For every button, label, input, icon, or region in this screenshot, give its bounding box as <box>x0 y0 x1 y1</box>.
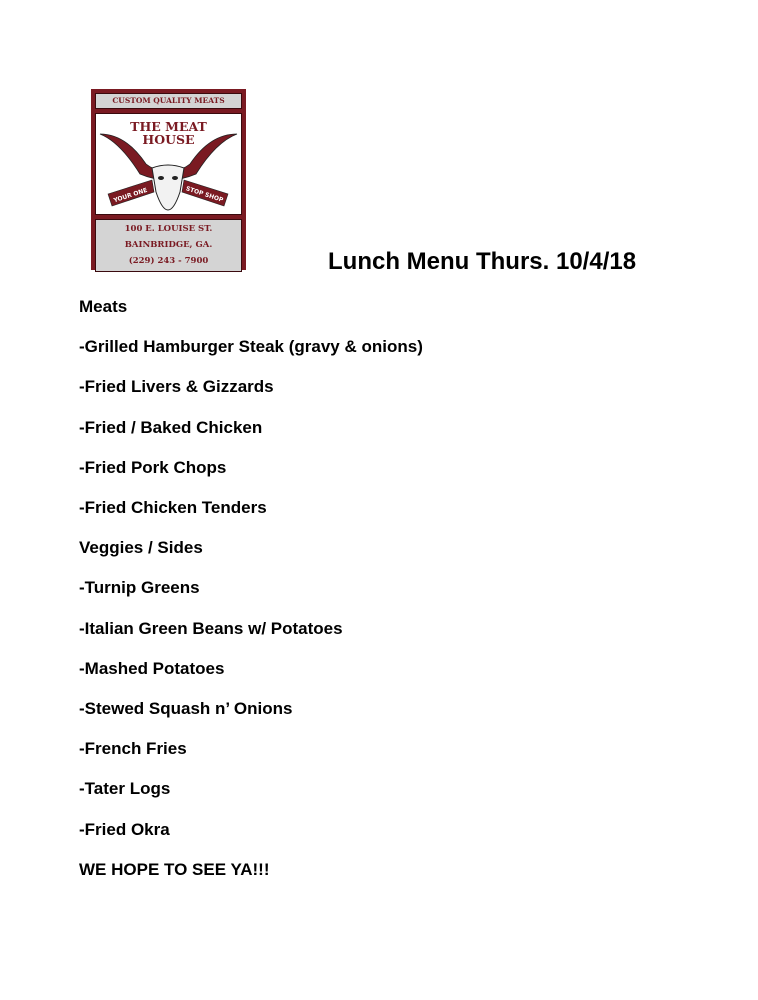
menu-item: -Stewed Squash n’ Onions <box>79 699 293 718</box>
menu-item: -Fried Chicken Tenders <box>79 498 267 517</box>
meat-house-logo <box>91 89 246 270</box>
menu-title: Lunch Menu Thurs. 10/4/18 <box>328 248 637 275</box>
menu-heading: Meats <box>79 297 128 316</box>
menu-item: -Fried / Baked Chicken <box>79 417 263 437</box>
logo-address <box>95 219 242 272</box>
menu-item: -Fried Okra <box>79 819 170 839</box>
menu-item: -Fried Livers & Gizzards <box>79 377 274 397</box>
menu-item: -French Fries <box>79 739 187 759</box>
logo-city: BAINBRIDGE, GA. <box>124 240 213 250</box>
menu-item: -Tater Logs <box>79 779 171 799</box>
menu-item: -Mashed Potatoes <box>79 658 225 678</box>
logo-phone: (229) 243 - 7900 <box>128 256 209 266</box>
menu-item: -Fried Pork Chops <box>79 457 227 477</box>
logo-street: 100 E. LOUISE ST. <box>124 224 213 234</box>
logo-ribbon-right: STOP SHOP <box>184 185 225 204</box>
menu-heading: WE HOPE TO SEE YA!!! <box>79 859 270 879</box>
logo-emblem <box>95 113 242 215</box>
menu-item: -Italian Green Beans w/ Potatoes <box>79 618 343 638</box>
logo-name-line2: HOUSE <box>142 132 195 147</box>
logo-ribbon-left: YOUR ONE <box>112 186 149 205</box>
menu-item: -Turnip Greens <box>79 578 200 598</box>
menu-item: -Grilled Hamburger Steak (gravy & onions) <box>79 337 423 357</box>
logo-name <box>96 120 241 146</box>
logo-tagline: CUSTOM QUALITY MEATS <box>95 93 242 109</box>
menu-heading: Veggies / Sides <box>79 538 203 558</box>
logo-name-line1: THE MEAT <box>130 119 207 134</box>
